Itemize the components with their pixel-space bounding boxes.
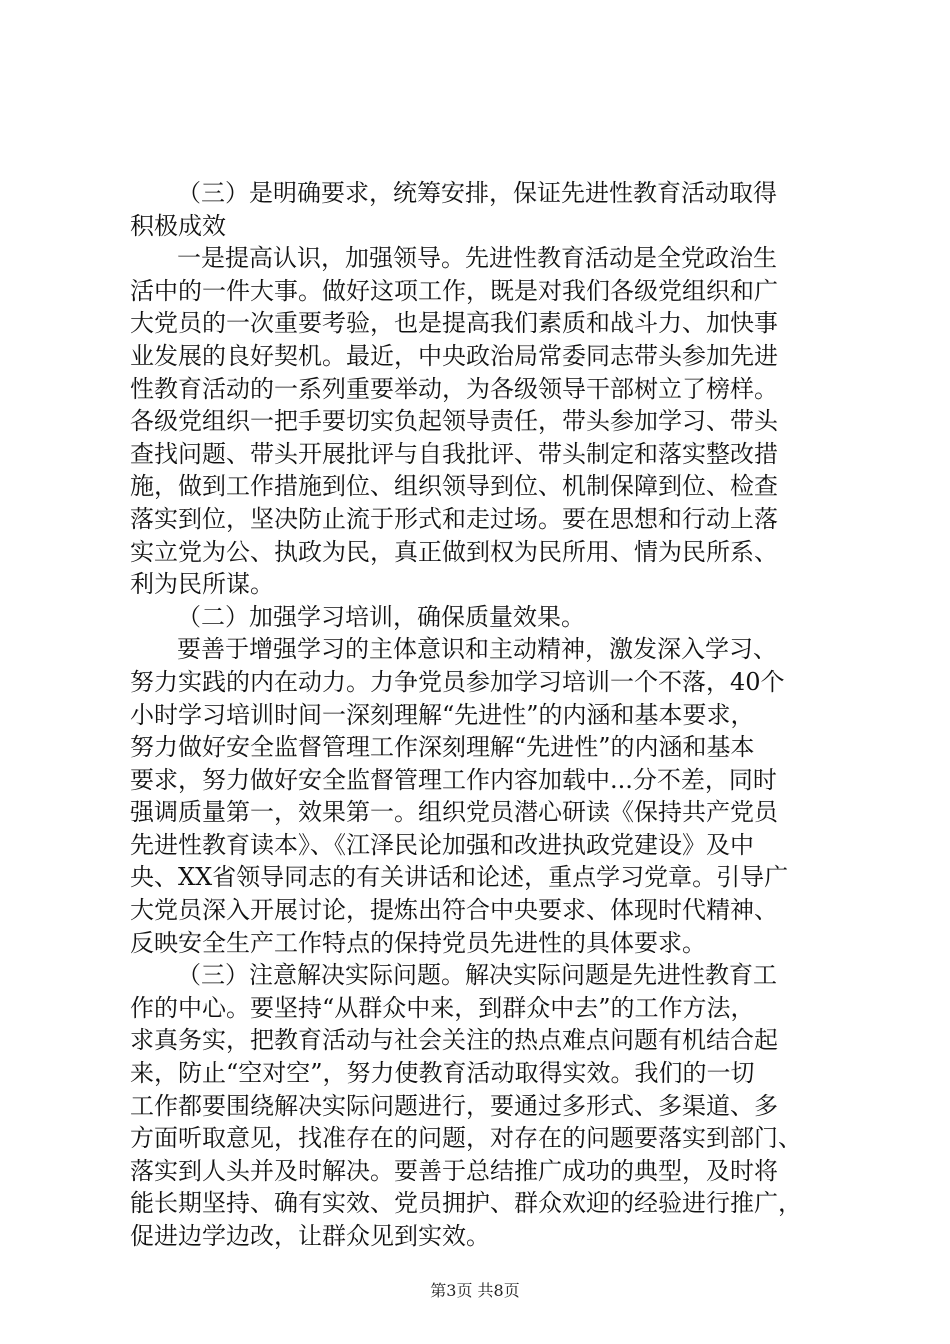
text-line: 努力实践的内在动力。力争党员参加学习培训一个不落，40个 <box>130 667 785 696</box>
text-line: 要求，努力做好安全监督管理工作内容加载中...分不差，同时 <box>130 765 777 794</box>
text-line: 小时学习培训时间一深刻理解“先进性”的内涵和基本要求， <box>130 700 755 729</box>
text-line: 强调质量第一，效果第一。组织党员潜心研读《保持共产党员 <box>130 798 778 827</box>
text-line: 一是提高认识，加强领导。先进性教育活动是全党政治生 <box>177 244 777 273</box>
text-line: 大党员深入开展讨论，提炼出符合中央要求、体现时代精神、 <box>130 896 778 925</box>
text-line: 作的中心。要坚持“从群众中来，到群众中去”的工作方法， <box>130 993 755 1022</box>
text-line: 落实到位，坚决防止流于形式和走过场。要在思想和行动上落 <box>130 504 778 533</box>
text-line: 方面听取意见，找准存在的问题，对存在的问题要落实到部门、 <box>130 1124 802 1153</box>
text-line: 查找问题、带头开展批评与自我批评、带头制定和落实整改措 <box>130 439 778 468</box>
text-line: 积极成效 <box>130 211 226 240</box>
text-line: 要善于增强学习的主体意识和主动精神，激发深入学习、 <box>177 635 777 664</box>
text-line: 反映安全生产工作特点的保持党员先进性的具体要求。 <box>130 928 706 957</box>
text-line: 各级党组织一把手要切实负起领导责任，带头参加学习、带头 <box>130 407 778 436</box>
text-line: 促进边学边改，让群众见到实效。 <box>130 1222 490 1250</box>
text-line: 实立党为公、执政为民，真正做到权为民所用、情为民所系、 <box>130 537 778 566</box>
text-line: 性教育活动的一系列重要举动，为各级领导干部树立了榜样。 <box>130 374 778 403</box>
page-footer: 第3页 共8页 <box>430 1281 520 1300</box>
text-line: 先进性教育读本》、《江泽民论加强和改进执政党建设》及中 <box>130 830 754 859</box>
text-line: 能长期坚持、确有实效、党员拥护、群众欢迎的经验进行推广， <box>130 1189 802 1218</box>
text-line: （三）是明确要求，统筹安排，保证先进性教育活动取得 <box>177 179 777 207</box>
document-body <box>130 177 830 1253</box>
text-line: 努力做好安全监督管理工作深刻理解“先进性”的内涵和基本 <box>130 733 755 762</box>
text-line: 活中的一件大事。做好这项工作，既是对我们各级党组织和广 <box>130 276 778 305</box>
text-line: 求真务实，把教育活动与社会关注的热点难点问题有机结合起 <box>130 1026 778 1055</box>
text-line: 大党员的一次重要考验，也是提高我们素质和战斗力、加快事 <box>130 309 778 338</box>
text-line: 工作都要围绕解决实际问题进行，要通过多形式、多渠道、多 <box>130 1091 778 1120</box>
text-line: （三）注意解决实际问题。解决实际问题是先进性教育工 <box>177 961 777 990</box>
text-line: 施，做到工作措施到位、组织领导到位、机制保障到位、检查 <box>130 472 778 501</box>
text-line: 来，防止“空对空”，努力使教育活动取得实效。我们的一切 <box>130 1059 755 1088</box>
text-line: 业发展的良好契机。最近，中央政治局常委同志带头参加先进 <box>130 341 778 370</box>
text-line: （二）加强学习培训，确保质量效果。 <box>177 602 585 631</box>
text-line: 利为民所谋。 <box>130 570 274 599</box>
text-line: 落实到人头并及时解决。要善于总结推广成功的典型，及时将 <box>130 1156 778 1185</box>
text-line: 央、XX省领导同志的有关讲话和论述，重点学习党章。引导广 <box>130 863 789 892</box>
